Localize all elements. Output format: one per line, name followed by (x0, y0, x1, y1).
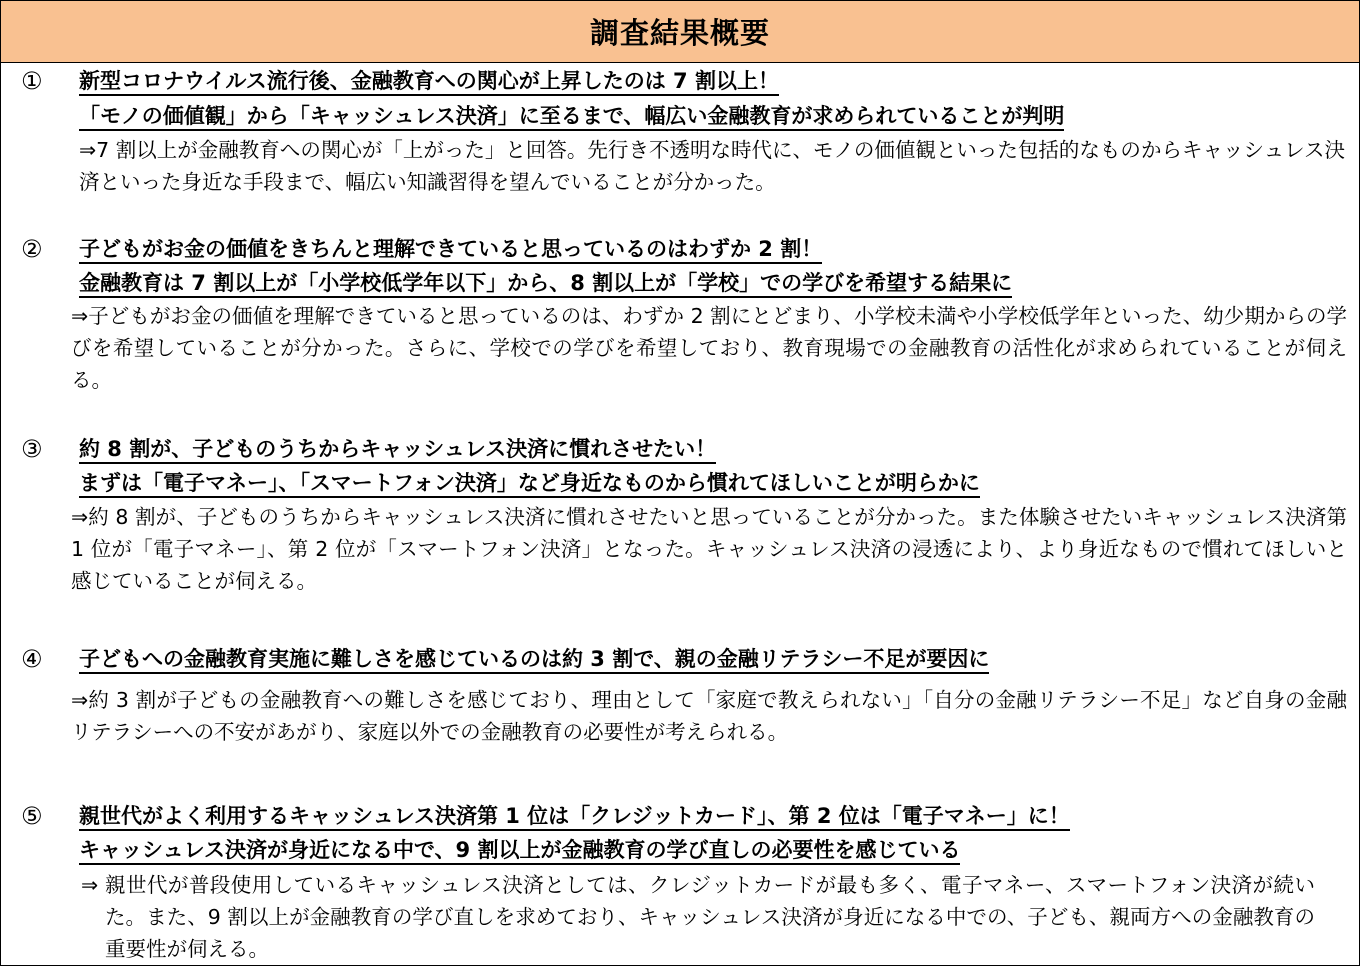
title-bar (1, 1, 1359, 63)
section-4-number: ④ (21, 645, 43, 673)
section-3-number: ③ (21, 435, 43, 463)
section-3-body: ⇒約 8 割が、子どものうちからキャッシュレス決済に慣れさせたいと思っていることが分かった。また体験させたいキャッシュレス決済第 1 位が「電子マネー」、第 2 位が「スマートフォン決済」となった。キャッシュレス決済の浸透により、より身近なもので慣れてほしいと感じていることが伺える。 (71, 505, 1347, 593)
page-title: 調査結果概要 (589, 16, 770, 50)
section-5-headline-1: 親世代がよく利用するキャッシュレス決済第 1 位は「クレジットカード」、第 2 位は「電子マネー」に！ (79, 800, 1070, 832)
section-1-headline-1: 新型コロナウイルス流行後、金融教育への関心が上昇したのは 7 割以上！ (79, 65, 779, 97)
section-5-body-arrow: ⇒ (81, 873, 99, 897)
section-1-number: ① (21, 67, 43, 95)
section-3-headline-2: まずは「電子マネー」、「スマートフォン決済」など身近なものから慣れてほしいことが明らかに (79, 467, 980, 499)
section-5-number: ⑤ (21, 802, 43, 830)
section-1-headline-2: 「モノの価値観」から「キャッシュレス決済」に至るまで、幅広い金融教育が求められていることが判明 (79, 100, 1064, 132)
section-2-headline-2: 金融教育は 7 割以上が「小学校低学年以下」から、8 割以上が「学校」での学びを希望する結果に (79, 267, 1012, 299)
section-5-headline-2: キャッシュレス決済が身近になる中で、9 割以上が金融教育の学び直しの必要性を感じている (79, 834, 960, 866)
section-2-body: ⇒子どもがお金の価値を理解できていると思っているのは、わずか 2 割にとどまり、小学校未満や小学校低学年といった、幼少期からの学びを希望していることが分かった。さらに、学校での学びを希望しており、教育現場での金融教育の活性化が求められていることが伺える。 (71, 304, 1347, 392)
section-3-headline-1: 約 8 割が、子どものうちからキャッシュレス決済に慣れさせたい！ (79, 433, 716, 465)
section-1-body: ⇒7 割以上が金融教育への関心が「上がった」と回答。先行き不透明な時代に、モノの価値観といった包括的なものからキャッシュレス決済といった身近な手段まで、幅広い知識習得を望んでいることが分かった。 (79, 138, 1345, 194)
section-2-headline-1: 子どもがお金の価値をきちんと理解できていると思っているのはわずか 2 割！ (79, 233, 822, 265)
section-4-headline-1: 子どもへの金融教育実施に難しさを感じているのは約 3 割で、親の金融リテラシー不足が要因に (79, 643, 989, 675)
section-2-number: ② (21, 235, 43, 263)
section-5-body: 親世代が普段使用しているキャッシュレス決済としては、クレジットカードが最も多く、電子マネー、スマートフォン決済が続いた。また、9 割以上が金融教育の学び直しを求めており、キャッシュレス決済が身近になる中での、子ども、親両方への金融教育の重要性が伺える。 (105, 873, 1315, 961)
section-4-body: ⇒約 3 割が子どもの金融教育への難しさを感じており、理由として「家庭で教えられない」「自分の金融リテラシー不足」など自身の金融リテラシーへの不安があがり、家庭以外での金融教育の必要性が考えられる。 (71, 688, 1347, 744)
